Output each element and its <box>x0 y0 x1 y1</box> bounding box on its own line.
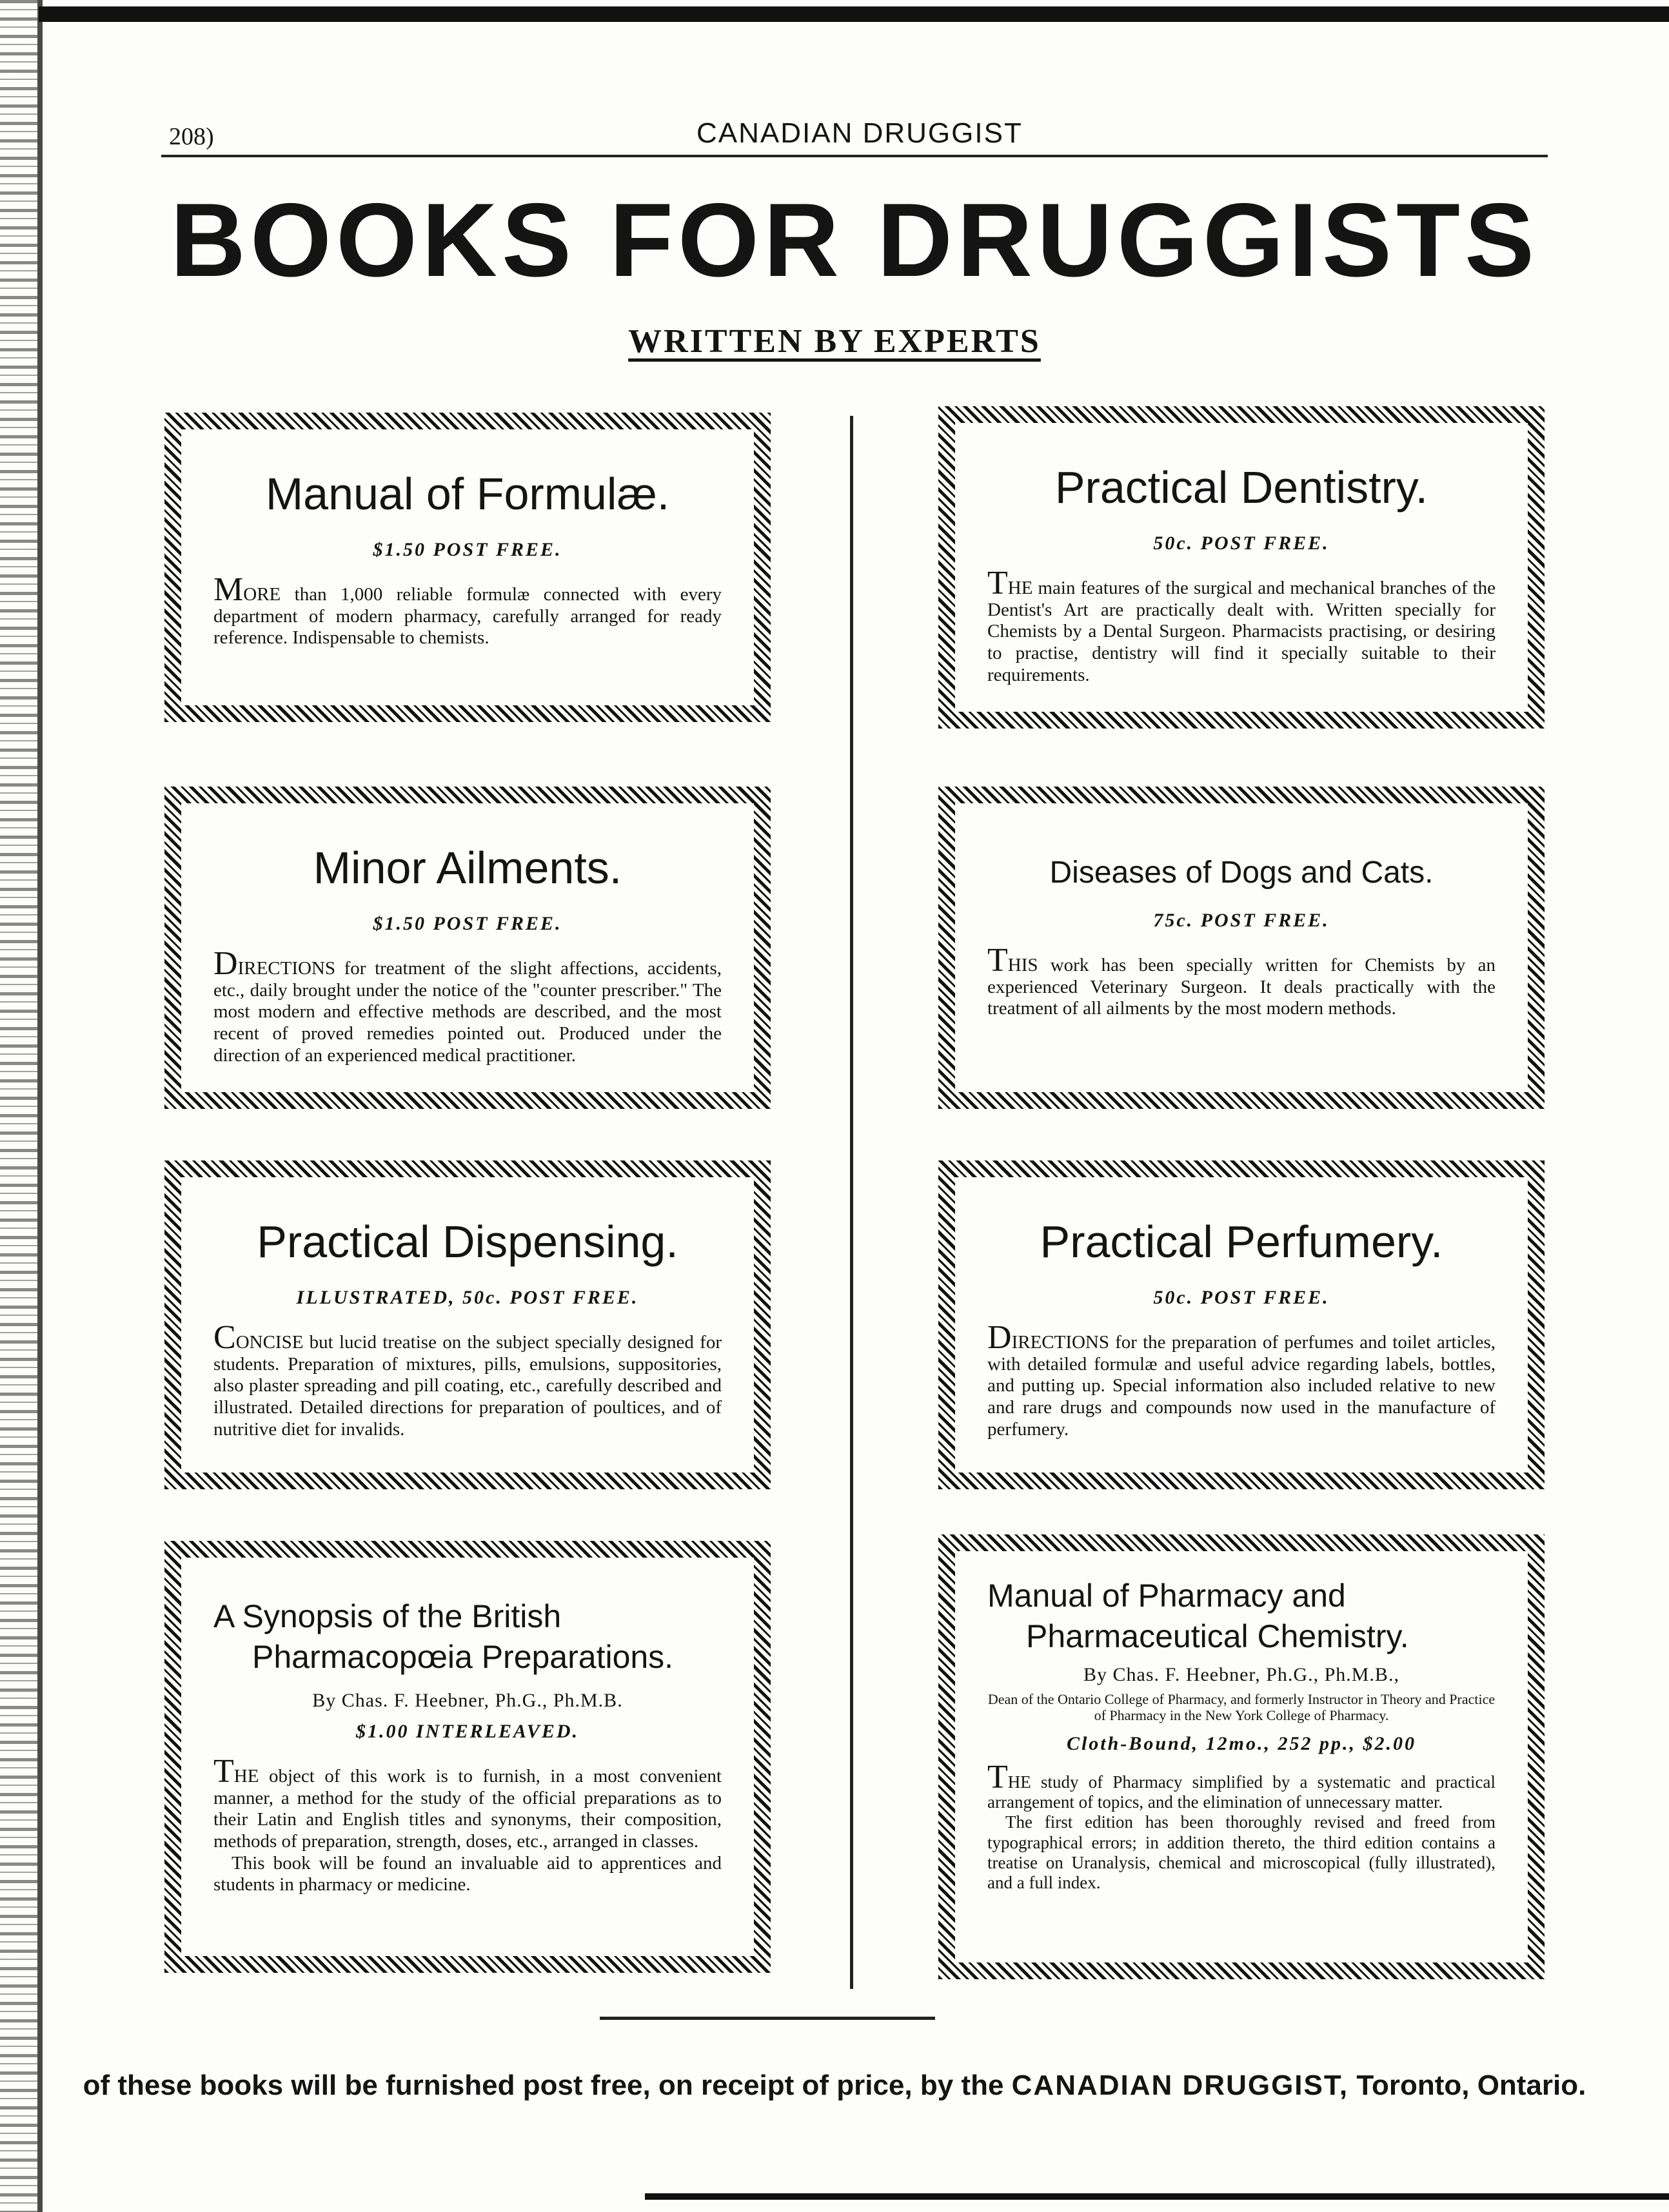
book-title: Manual of Formulæ. <box>265 469 670 519</box>
book-author: By Chas. F. Heebner, Ph.G., Ph.M.B., <box>1083 1664 1399 1685</box>
top-rule <box>39 6 1669 22</box>
footer-location: Toronto, Ontario. <box>1356 2070 1586 2101</box>
book-ad-manual-of-pharmacy <box>938 1534 1545 1979</box>
book-price: $1.50 POST FREE. <box>373 539 562 560</box>
book-ad-synopsis-british-pharmacopoeia <box>164 1541 771 1973</box>
book-price: ILLUSTRATED, 50c. POST FREE. <box>296 1287 639 1308</box>
book-title-line2: Pharmacopœia Preparations. <box>252 1638 674 1675</box>
book-description: THE main features of the surgical and mechanical branches of the Dentist's Art are practically dealt with. Written specially for Chemists by a Dental Surgeon. Pharmacists practising, or desiring to practise, dentistry will find it specially suitable to their requirements. <box>987 565 1496 685</box>
book-price: Cloth-Bound, 12mo., 252 pp., $2.00 <box>1066 1732 1417 1754</box>
bottom-rule <box>645 2193 1669 2200</box>
footer-text: of these books will be furnished post free, on receipt of price, by the <box>83 2070 1004 2101</box>
book-title: Practical Dispensing. <box>257 1217 678 1267</box>
book-description: MORE than 1,000 reliable formulæ connected with every department of modern pharmacy, carefully arranged for ready reference. Indispensable to chemists. <box>213 571 722 649</box>
footer-rule <box>600 2017 935 2020</box>
page-subtitle: WRITTEN BY EXPERTS <box>628 323 1041 360</box>
footer-publisher: CANADIAN DRUGGIST, <box>1011 2070 1349 2101</box>
book-description: DIRECTIONS for treatment of the slight affections, accidents, etc., daily brought under the notice of the "counter prescriber." The most modern and effective methods are described, and the most recent of proved remedies pointed out. Produced under the direction of an experienced medical practitioner. <box>213 945 722 1066</box>
book-description: THE study of Pharmacy simplified by a systematic and practical arrangement of topics, and the elimination of unnecessary matter. <box>987 1758 1496 1812</box>
book-title: Practical Dentistry. <box>1054 462 1428 513</box>
book-title-line2: Pharmaceutical Chemistry. <box>1026 1618 1409 1654</box>
book-title-line1: A Synopsis of the British <box>213 1598 562 1634</box>
book-description: THE object of this work is to furnish, in a most convenient manner, a method for the study of the official preparations as to their Latin and English titles and synonyms, their composition, methods of preparation, strength, doses, etc., arranged in classes. <box>213 1753 722 1852</box>
book-title <box>987 1576 1496 1656</box>
page-title: BOOKS FOR DRUGGISTS <box>170 182 1539 299</box>
footer-notice <box>0 2070 1669 2102</box>
book-title <box>213 1596 722 1677</box>
header-rule <box>161 155 1548 157</box>
book-title: Diseases of Dogs and Cats. <box>1049 856 1434 890</box>
book-description: THIS work has been specially written for Chemists by an experienced Veterinary Surgeon. It deals practically with the treatment of all ailments by the most modern methods. <box>987 942 1496 1019</box>
book-description: DIRECTIONS for the preparation of perfumes and toilet articles, with detailed formulæ and useful advice regarding labels, bottles, and putting up. Special information also included relative to new and rare drugs and compounds now used in the manufacture of perfumery. <box>987 1319 1496 1440</box>
book-price: 50c. POST FREE. <box>1153 1287 1330 1308</box>
book-title: Minor Ailments. <box>313 843 622 893</box>
book-price: $1.00 INTERLEAVED. <box>356 1721 579 1742</box>
book-ad-practical-perfumery <box>938 1160 1545 1489</box>
column-divider <box>850 416 853 1989</box>
book-description-note: This book will be found an invaluable aid to apprentices and students in pharmacy or medicine. <box>213 1852 722 1895</box>
book-ad-diseases-of-dogs-and-cats <box>938 787 1545 1109</box>
running-title: CANADIAN DRUGGIST <box>696 117 1023 149</box>
book-ad-practical-dentistry <box>938 406 1545 729</box>
book-title: Practical Perfumery. <box>1040 1217 1443 1267</box>
book-price: $1.50 POST FREE. <box>373 913 562 934</box>
book-ad-minor-ailments <box>164 787 771 1109</box>
book-author: By Chas. F. Heebner, Ph.G., Ph.M.B. <box>312 1690 623 1711</box>
book-title-line1: Manual of Pharmacy and <box>987 1578 1346 1614</box>
book-ad-manual-of-formulae <box>164 413 771 722</box>
book-ad-practical-dispensing <box>164 1160 771 1489</box>
book-price: 50c. POST FREE. <box>1153 533 1330 554</box>
page-number: 208) <box>169 123 214 150</box>
book-description: CONCISE but lucid treatise on the subject specially designed for students. Preparation of mixtures, pills, emulsions, suppositories, also plaster spreading and pill coating, etc., carefully described and illustrated. Detailed directions for preparation of poultices, and of nutritive diet for invalids. <box>213 1319 722 1440</box>
book-description-note: The first edition has been thoroughly revised and freed from typographical errors; in addition thereto, the third edition contains a treatise on Uranalysis, chemical and microscopical (fully illustrated), and a full index. <box>987 1812 1496 1893</box>
book-price: 75c. POST FREE. <box>1153 910 1330 931</box>
author-credentials: Dean of the Ontario College of Pharmacy, and formerly Instructor in Theory and Practice of Pharmacy in the New York College of Pharmacy. <box>987 1691 1496 1724</box>
